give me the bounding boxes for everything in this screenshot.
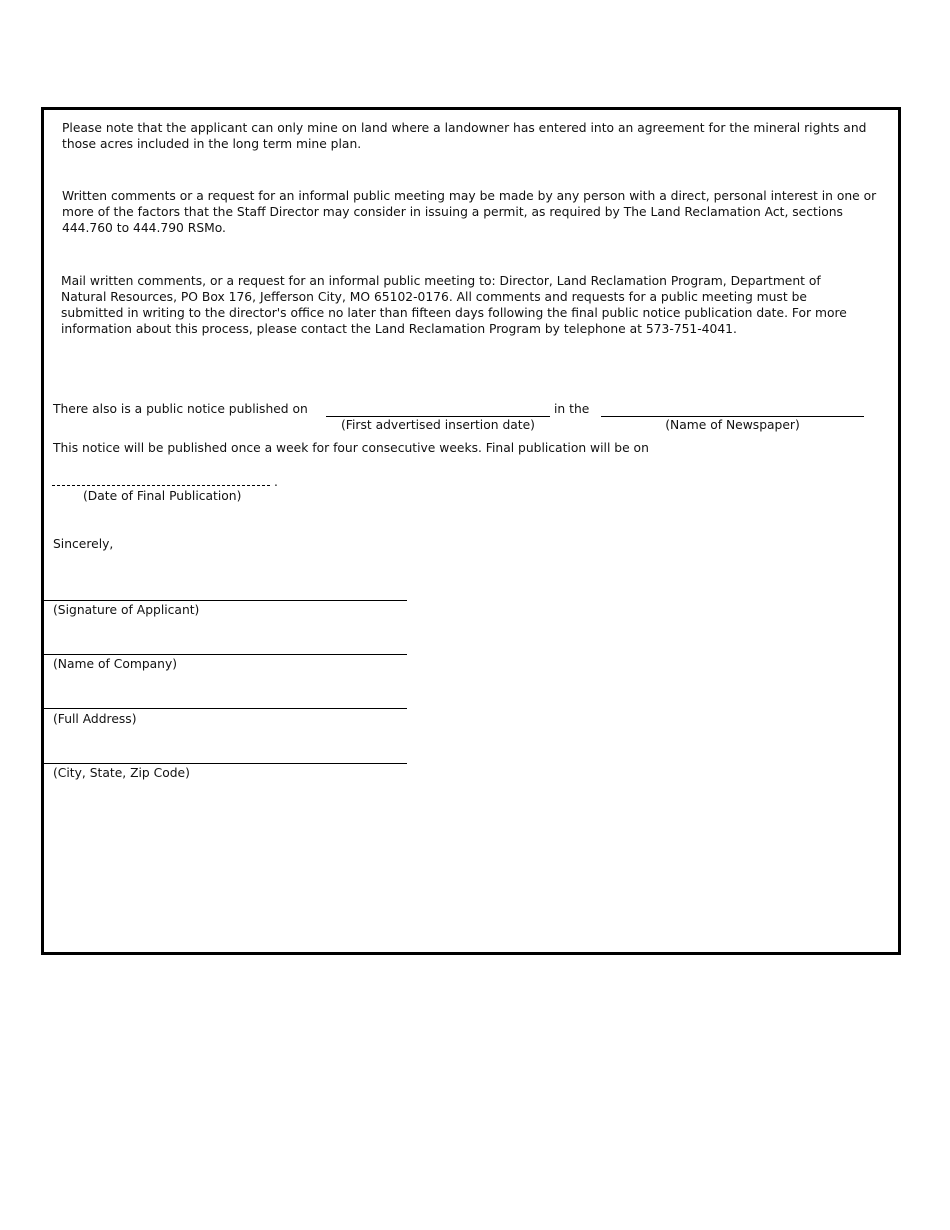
weekly-publication-text: This notice will be published once a week for four consecutive weeks. Final publication will be on — [53, 441, 649, 455]
full-address-line[interactable] — [44, 708, 407, 709]
closing-salutation: Sincerely, — [53, 537, 114, 551]
city-state-zip-caption: (City, State, Zip Code) — [53, 766, 190, 780]
public-notice-lead: There also is a public notice published on — [53, 402, 308, 416]
company-name-line[interactable] — [44, 654, 407, 655]
final-publication-caption: (Date of Final Publication) — [83, 489, 242, 503]
final-publication-date-field[interactable] — [52, 485, 270, 486]
period-mark: . — [274, 475, 278, 489]
company-name-caption: (Name of Company) — [53, 657, 178, 671]
comments-paragraph: Written comments or a request for an informal public meeting may be made by any person with a direct, personal interest in one or more of the factors that the Staff Director may consider in issuing a permit, as required by The Land Reclamation Act, sections 444.760 to 444.790 RSMo. — [62, 189, 877, 235]
document-frame — [41, 107, 901, 955]
full-address-caption: (Full Address) — [53, 712, 137, 726]
first-insertion-date-caption: (First advertised insertion date) — [341, 418, 535, 432]
mail-instructions-paragraph: Mail written comments, or a request for an informal public meeting to: Director, Land Reclamation Program, Department of Natural Resources, PO Box 176, Jefferson City, MO 65102-0176. All comments and requests for a public meeting must be submitted in writing to the director's office no later than fifteen days following the final public notice publication date. For more information about this process, please contact the Land Reclamation Program by telephone at 573-751-4041. — [61, 274, 847, 336]
newspaper-name-caption: (Name of Newspaper) — [665, 418, 800, 432]
city-state-zip-line[interactable] — [44, 763, 407, 764]
signature-line[interactable] — [44, 600, 407, 601]
in-the-label: in the — [554, 402, 590, 416]
mineral-rights-note: Please note that the applicant can only mine on land where a landowner has entered into an agreement for the mineral rights and those acres included in the long term mine plan. — [62, 121, 867, 151]
signature-caption: (Signature of Applicant) — [53, 603, 200, 617]
